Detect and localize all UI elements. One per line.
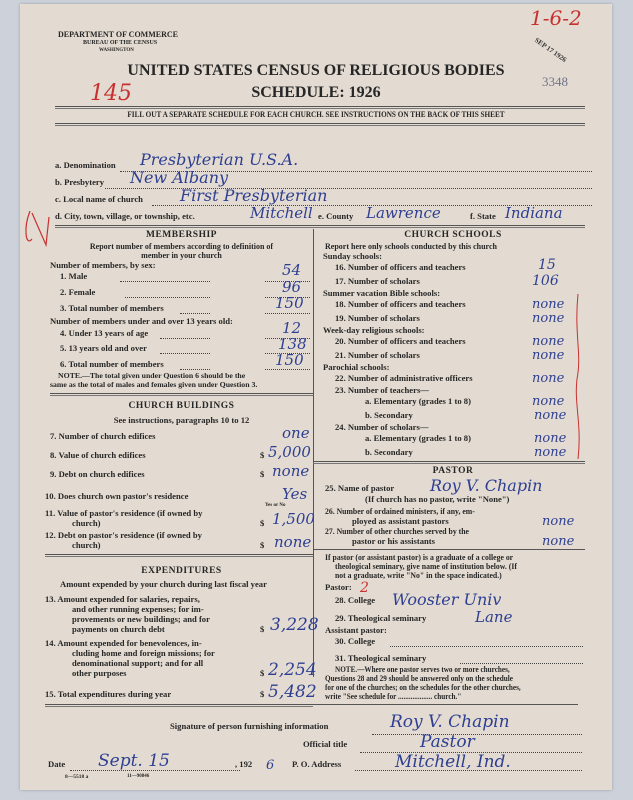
question-13-label: 13. Amount expended for salaries, repairs,	[45, 594, 200, 604]
summer-teachers-value[interactable]: none	[532, 297, 565, 312]
dollar-sign: $	[260, 518, 265, 528]
dollar-sign: $	[260, 540, 265, 550]
running-expenses-value[interactable]: 3,228	[270, 615, 319, 635]
state-value[interactable]: Indiana	[505, 204, 563, 222]
dollar-sign: $	[260, 689, 265, 699]
assistant-pastors-value[interactable]: none	[542, 514, 575, 529]
question-19-label: 19. Number of scholars	[335, 313, 420, 323]
pastor-note: write "See schedule for ................... church."	[325, 692, 462, 701]
dollar-sign: $	[260, 450, 265, 460]
dollar-sign: $	[260, 668, 265, 678]
membership-note: same as the total of males and females given under Question 3.	[50, 380, 258, 389]
elementary-scholars-value[interactable]: none	[534, 431, 567, 446]
question-8-label: 8. Value of church edifices	[50, 450, 146, 460]
dotted-leader	[120, 281, 210, 282]
divider	[313, 461, 585, 464]
question-16-label: 16. Number of officers and teachers	[335, 262, 466, 272]
question-28-label: 28. College	[335, 595, 376, 605]
stamp-number: 3348	[542, 74, 568, 89]
divider	[313, 549, 585, 551]
owns-residence-value[interactable]: Yes	[282, 485, 308, 503]
total-members-age-value[interactable]: 150	[275, 351, 304, 369]
question-25-label: 25. Name of pastor	[325, 483, 395, 493]
church-schools-heading: CHURCH SCHOOLS	[404, 230, 502, 240]
form-title: UNITED STATES CENSUS OF RELIGIOUS BODIES	[127, 62, 505, 79]
question-23b-label: b. Secondary	[365, 410, 413, 420]
question-24-label: 24. Number of scholars—	[335, 422, 429, 432]
parochial-officers-value[interactable]: none	[532, 371, 565, 386]
question-3-label: 3. Total number of members	[60, 303, 164, 313]
dotted-leader	[160, 353, 210, 354]
dotted-leader	[265, 281, 310, 282]
question-10-label: 10. Does church own pastor's residence	[45, 491, 189, 501]
secondary-scholars-value[interactable]: none	[534, 445, 567, 460]
question-22-label: 22. Number of administrative officers	[335, 373, 473, 383]
question-23-label: 23. Number of teachers—	[335, 385, 429, 395]
edifice-value[interactable]: 5,000	[268, 443, 311, 461]
question-14-label: other purposes	[72, 668, 127, 678]
question-11-label: church)	[72, 518, 101, 528]
received-date-stamp: SEP 17 1926	[533, 36, 568, 64]
dotted-leader	[160, 338, 210, 339]
pastor-note: NOTE.—Where one pastor serves two or more churches,	[335, 665, 510, 674]
dotted-leader	[180, 313, 210, 314]
question-12-label: church)	[72, 540, 101, 550]
graduate-instructions: theological seminary, give name of institution below. (If	[335, 561, 517, 571]
department-label: DEPARTMENT OF COMMERCE	[58, 30, 179, 39]
membership-heading: MEMBERSHIP	[146, 230, 217, 240]
question-7-label: 7. Number of church edifices	[50, 431, 156, 441]
official-title-label: Official title	[303, 739, 348, 749]
divider	[55, 123, 585, 126]
sunday-scholars-value[interactable]: 106	[532, 273, 559, 289]
divider	[313, 704, 578, 706]
total-members-value[interactable]: 150	[275, 294, 304, 312]
red-check-line	[572, 294, 586, 459]
yes-no-hint: Yes or No	[265, 503, 286, 508]
red-number-annotation: 145	[90, 81, 132, 106]
question-12-label: 12. Debt on pastor's residence (if owned by	[45, 530, 202, 540]
print-code: 11—90846	[127, 774, 150, 779]
question-14-label: denominational support; and for all	[72, 658, 204, 668]
dotted-leader	[265, 297, 310, 298]
membership-note: NOTE.—The total given under Question 6 should be the	[58, 371, 246, 380]
residence-debt-value[interactable]: none	[274, 533, 312, 551]
question-4-label: 4. Under 13 years of age	[60, 328, 149, 338]
year-digit-value[interactable]: 6	[266, 758, 275, 773]
female-count-value[interactable]: 96	[282, 278, 302, 296]
local-name-label: c. Local name of church	[55, 194, 143, 204]
membership-subtitle: Report number of members according to definition of	[89, 242, 274, 251]
elementary-teachers-value[interactable]: none	[532, 394, 565, 409]
date-value[interactable]: Sept. 15	[98, 751, 170, 771]
question-15-label: 15. Total expenditures during year	[45, 689, 172, 699]
question-25-hint: (If church has no pastor, write "None")	[365, 494, 510, 504]
dotted-leader	[180, 369, 210, 370]
question-6-label: 6. Total number of members	[60, 359, 164, 369]
edifices-count-value[interactable]: one	[282, 424, 310, 442]
pastor-note: Questions 28 and 29 should be answered only on the schedule	[325, 674, 513, 683]
question-20-label: 20. Number of officers and teachers	[335, 336, 466, 346]
question-17-label: 17. Number of scholars	[335, 276, 420, 286]
dotted-leader	[265, 313, 310, 314]
column-divider	[313, 229, 314, 677]
dotted-leader	[390, 646, 583, 647]
dotted-leader	[372, 734, 582, 735]
section-label: Parochial schools:	[323, 362, 390, 372]
bureau-label: BUREAU OF THE CENSUS	[83, 40, 158, 46]
edifice-debt-value[interactable]: none	[272, 462, 310, 480]
over-13-value[interactable]: 138	[278, 335, 307, 353]
city-label: d. City, town, village, or township, etc.	[55, 211, 195, 221]
under-13-value[interactable]: 12	[282, 319, 302, 337]
section-label: Summer vacation Bible schools:	[323, 288, 441, 298]
question-2-label: 2. Female	[60, 287, 96, 297]
local-name-value[interactable]: First Presbyterian	[180, 186, 328, 205]
membership-subtitle: member in your church	[141, 251, 222, 260]
official-title-value[interactable]: Pastor	[420, 732, 475, 752]
residence-value[interactable]: 1,500	[272, 510, 315, 528]
dollar-sign: $	[260, 624, 265, 634]
signature-label: Signature of person furnishing information	[170, 721, 329, 731]
question-18-label: 18. Number of officers and teachers	[335, 299, 466, 309]
other-churches-value[interactable]: none	[542, 534, 575, 549]
divider	[55, 225, 585, 228]
buildings-subtitle: See instructions, paragraphs 10 to 12	[113, 415, 250, 425]
pastor-note: for one of the churches; on the schedules for the other churches,	[325, 683, 521, 692]
red-pastor-mark: 2	[360, 580, 369, 596]
schedule-title: SCHEDULE: 1926	[251, 84, 381, 101]
census-form-page	[20, 4, 612, 790]
question-26-label: 26. Number of ordained ministers, if any, em-	[325, 506, 475, 516]
benevolences-value[interactable]: 2,254	[268, 660, 317, 680]
question-14-label: cluding home and foreign missions; for	[72, 648, 215, 658]
section-label: Number of members under and over 13 years old:	[50, 316, 233, 326]
total-expenditures-value[interactable]: 5,482	[268, 682, 317, 702]
weekday-teachers-value[interactable]: none	[532, 334, 565, 349]
dotted-leader	[265, 353, 310, 354]
pastor-name-value[interactable]: Roy V. Chapin	[430, 476, 543, 495]
presbytery-value[interactable]: New Albany	[130, 168, 229, 187]
dotted-leader	[460, 663, 583, 664]
presbytery-label: b. Presbytery	[55, 177, 105, 187]
denomination-value[interactable]: Presbyterian U.S.A.	[140, 150, 299, 169]
denomination-label: a. Denomination	[55, 160, 116, 170]
dollar-sign: $	[260, 469, 265, 479]
red-annotation-code: 1-6-2	[530, 6, 582, 30]
question-27-label: 27. Number of other churches served by the	[325, 526, 469, 536]
question-1-label: 1. Male	[60, 271, 88, 281]
question-24a-label: a. Elementary (grades 1 to 8)	[365, 433, 471, 443]
divider	[50, 393, 313, 396]
section-label: Week-day religious schools:	[323, 325, 425, 335]
graduate-instructions: not a graduate, write "No" in the space indicated.)	[335, 570, 502, 580]
question-29-label: 29. Theological seminary	[335, 613, 427, 623]
pastor-heading: PASTOR	[432, 466, 474, 476]
dotted-leader	[105, 188, 592, 189]
college-value[interactable]: Wooster Univ	[392, 590, 502, 609]
church-buildings-heading: CHURCH BUILDINGS	[128, 401, 235, 411]
divider	[45, 554, 313, 557]
schools-subtitle: Report here only schools conducted by this church	[325, 242, 497, 251]
form-code: 8—5518 a	[65, 774, 89, 780]
expenditures-heading: EXPENDITURES	[141, 566, 222, 576]
question-23a-label: a. Elementary (grades 1 to 8)	[365, 396, 471, 406]
dotted-leader	[265, 338, 310, 339]
section-label: Sunday schools:	[323, 251, 382, 261]
question-9-label: 9. Debt on church edifices	[50, 469, 145, 479]
dotted-leader	[265, 369, 310, 370]
sunday-teachers-value[interactable]: 15	[538, 257, 556, 273]
signature-value[interactable]: Roy V. Chapin	[390, 712, 510, 732]
po-address-value[interactable]: Mitchell, Ind.	[395, 752, 511, 772]
male-count-value[interactable]: 54	[282, 261, 302, 279]
county-label: e. County	[318, 211, 354, 221]
secondary-teachers-value[interactable]: none	[534, 408, 567, 423]
state-label: f. State	[470, 211, 496, 221]
red-margin-mark	[22, 209, 52, 249]
graduate-instructions: If pastor (or assistant pastor) is a graduate of a college or	[325, 552, 514, 562]
assistant-pastor-label: Assistant pastor:	[325, 625, 387, 635]
question-11-label: 11. Value of pastor's residence (if owned by	[45, 508, 203, 518]
expenditures-subtitle: Amount expended by your church during last fiscal year	[60, 579, 267, 589]
weekday-scholars-value[interactable]: none	[532, 348, 565, 363]
seminary-value[interactable]: Lane	[475, 608, 513, 626]
question-5-label: 5. 13 years old and over	[60, 343, 147, 353]
instruction-line: FILL OUT A SEPARATE SCHEDULE FOR EACH CHURCH. SEE INSTRUCTIONS ON THE BACK OF THIS SHEET	[127, 109, 505, 119]
question-31-label: 31. Theological seminary	[335, 653, 427, 663]
question-14-label: 14. Amount expended for benevolences, in-	[45, 638, 202, 648]
pastor-label: Pastor:	[325, 582, 352, 592]
county-value[interactable]: Lawrence	[366, 204, 441, 222]
question-13-label: provements or new buildings; and for	[72, 614, 210, 624]
date-label: Date	[48, 759, 66, 769]
year-prefix: , 192	[235, 759, 253, 769]
question-24b-label: b. Secondary	[365, 447, 413, 457]
question-13-label: and other running expenses; for im-	[72, 604, 204, 614]
divider	[45, 704, 313, 707]
summer-scholars-value[interactable]: none	[532, 311, 565, 326]
question-21-label: 21. Number of scholars	[335, 350, 420, 360]
city-value[interactable]: Mitchell	[250, 204, 313, 222]
question-30-label: 30. College	[335, 636, 376, 646]
question-13-label: payments on church debt	[72, 624, 165, 634]
question-26-label: ployed as assistant pastors	[352, 516, 449, 526]
question-27-label: pastor or his assistants	[352, 536, 436, 546]
dotted-leader	[125, 297, 210, 298]
city-label: WASHINGTON	[99, 48, 134, 53]
section-label: Number of members, by sex:	[50, 260, 156, 270]
po-address-label: P. O. Address	[292, 759, 342, 769]
